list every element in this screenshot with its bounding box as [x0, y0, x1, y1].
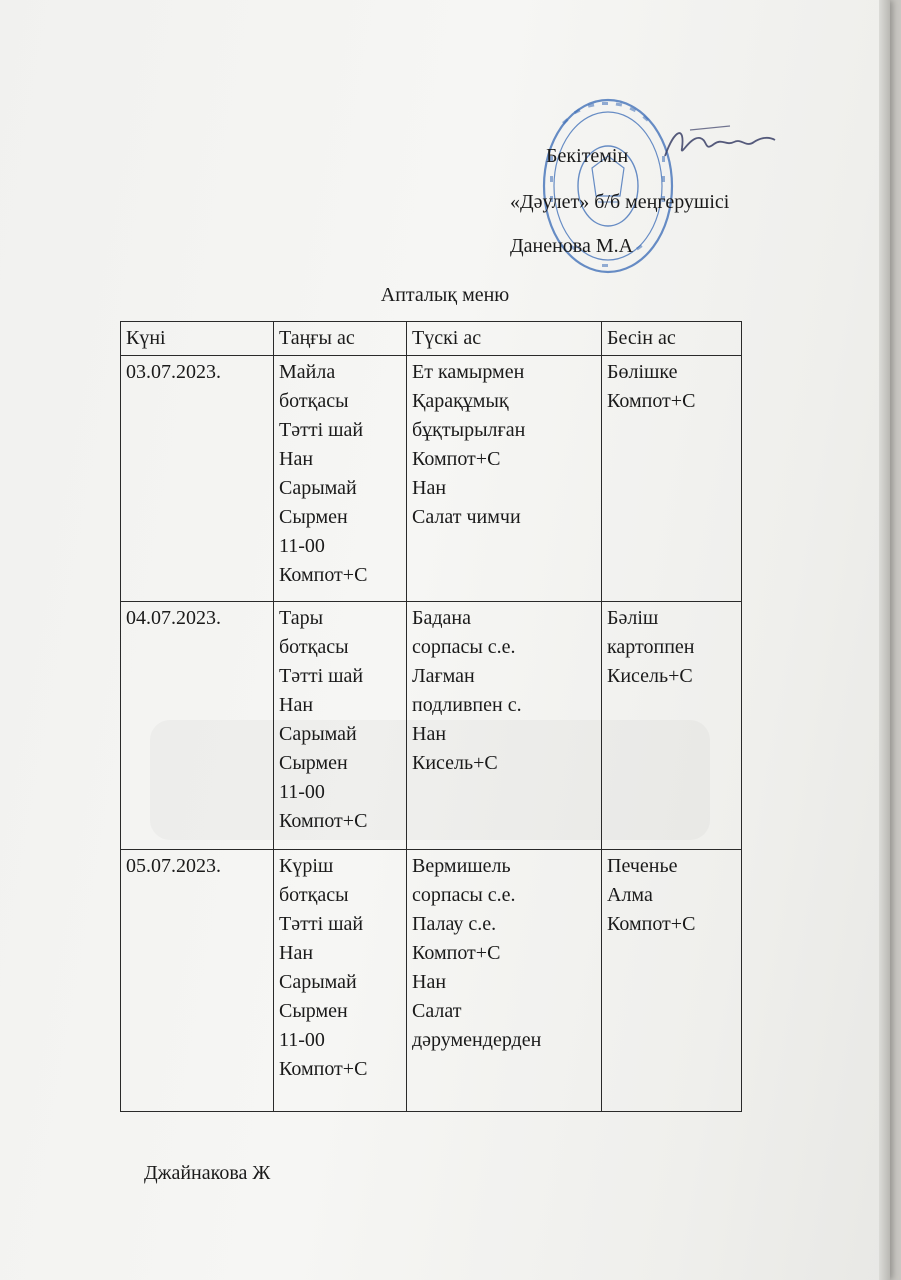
dish-line: Тәтті шай [279, 419, 364, 441]
dish-line: Нан [412, 723, 447, 745]
dish-line: Сырмен [279, 506, 348, 528]
dish-line: Компот+С [279, 564, 368, 586]
cell-lunch [407, 356, 602, 602]
dish-line: Нан [279, 942, 314, 964]
approval-line-position: «Дәулет» б/б меңгерушісі [510, 191, 730, 213]
cell-breakfast [274, 850, 407, 1112]
handwritten-signature [660, 118, 780, 168]
dish-line: Бәліш [607, 607, 659, 629]
dish-line: Палау с.е. [412, 913, 497, 935]
dish-line: Салат [412, 1000, 462, 1022]
dish-line: Компот+С [607, 913, 696, 935]
table-row [121, 356, 742, 602]
dish-line: Кисель+С [412, 752, 498, 774]
dish-line: Нан [279, 694, 314, 716]
dish-line: Кисель+С [607, 665, 693, 687]
dish-line: 11-00 [279, 781, 325, 803]
dish-line: Бадана [412, 607, 471, 629]
table-header-row [121, 322, 742, 356]
dish-line: Компот+С [607, 390, 696, 412]
dish-line: Сырмен [279, 1000, 348, 1022]
dish-line: сорпасы с.е. [412, 884, 516, 906]
dish-line: Компот+С [412, 448, 501, 470]
cell-date: 05.07.2023. [121, 850, 274, 1112]
dish-line: Компот+С [279, 810, 368, 832]
dish-line: Печенье [607, 855, 678, 877]
cell-breakfast [274, 356, 407, 602]
cell-snack [602, 850, 742, 1112]
header-breakfast: Таңғы ас [274, 322, 407, 356]
dish-line: Тәтті шай [279, 913, 364, 935]
cell-snack [602, 356, 742, 602]
approval-line-approve: Бекітемін [546, 145, 629, 167]
dish-line: Майла [279, 361, 336, 383]
cell-date: 03.07.2023. [121, 356, 274, 602]
dish-line: Алма [607, 884, 653, 906]
dish-line: Қарақұмық [412, 390, 509, 412]
cell-lunch [407, 602, 602, 850]
dish-line: Нан [279, 448, 314, 470]
signatory-name: Джайнакова Ж [144, 1162, 271, 1184]
document-title: Апталық меню [380, 284, 510, 306]
cell-snack [602, 602, 742, 850]
dish-line: Сырмен [279, 752, 348, 774]
dish-line: Ет камырмен [412, 361, 525, 383]
dish-line: Күріш [279, 855, 334, 877]
dish-line: Сарымай [279, 477, 357, 499]
dish-line: бұқтырылған [412, 419, 526, 441]
header-lunch: Түскі ас [407, 322, 602, 356]
dish-line: Сарымай [279, 723, 357, 745]
dish-line: дәрумендерден [412, 1029, 542, 1051]
dish-line: Вермишель [412, 855, 511, 877]
cell-date: 04.07.2023. [121, 602, 274, 850]
cell-lunch [407, 850, 602, 1112]
dish-line: Нан [412, 971, 447, 993]
dish-line: 11-00 [279, 1029, 325, 1051]
dish-line: подливпен с. [412, 694, 522, 716]
dish-line: Компот+С [279, 1058, 368, 1080]
dish-line: Нан [412, 477, 447, 499]
weekly-menu-table [120, 321, 742, 1112]
header-snack: Бесін ас [602, 322, 742, 356]
dish-line: ботқасы [279, 390, 349, 412]
dish-line: Лағман [412, 665, 475, 687]
approval-line-name: Даненова М.А [510, 235, 634, 257]
dish-line: Салат чимчи [412, 506, 521, 528]
dish-line: 11-00 [279, 535, 325, 557]
cell-breakfast [274, 602, 407, 850]
dish-line: Бөлішке [607, 361, 678, 383]
page-edge [879, 0, 890, 1280]
dish-line: ботқасы [279, 884, 349, 906]
dish-line: Тәтті шай [279, 665, 364, 687]
dish-line: картоппен [607, 636, 695, 658]
table-row [121, 850, 742, 1112]
header-day: Күні [121, 322, 274, 356]
dish-line: сорпасы с.е. [412, 636, 516, 658]
dish-line: Сарымай [279, 971, 357, 993]
dish-line: ботқасы [279, 636, 349, 658]
dish-line: Компот+С [412, 942, 501, 964]
table-row [121, 602, 742, 850]
dish-line: Тары [279, 607, 324, 629]
